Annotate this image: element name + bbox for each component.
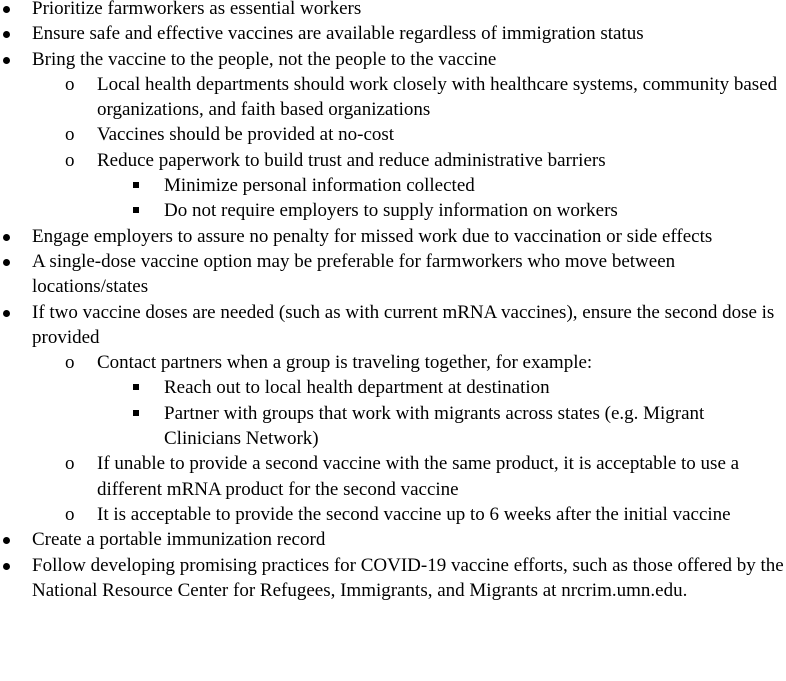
square-bullet-icon xyxy=(133,410,139,416)
sub-list-item xyxy=(0,350,786,375)
bullet-icon xyxy=(3,259,10,266)
sub-list-item xyxy=(0,72,786,123)
list-item-text: It is acceptable to provide the second vaccine up to 6 weeks after the initial vaccine xyxy=(97,503,731,525)
list-item-text: Do not require employers to supply information on workers xyxy=(164,200,618,222)
square-bullet-icon xyxy=(133,384,139,390)
bullet-icon xyxy=(3,537,10,544)
sub-sub-list-item xyxy=(0,375,786,400)
square-bullet-icon xyxy=(133,207,139,213)
square-bullet-icon xyxy=(133,182,139,188)
list-item xyxy=(0,249,786,300)
bullet-icon xyxy=(3,234,10,241)
list-item-text: Reach out to local health department at destination xyxy=(164,377,550,399)
bullet-icon xyxy=(3,563,10,570)
sub-list-item xyxy=(0,451,786,502)
hollow-bullet-icon: o xyxy=(65,124,75,146)
list-item-text: Engage employers to assure no penalty for missed work due to vaccination or side effects xyxy=(32,225,713,247)
list-item xyxy=(0,300,786,351)
list-item-text: Ensure safe and effective vaccines are available regardless of immigration status xyxy=(32,23,644,45)
bullet-icon xyxy=(3,310,10,317)
list-item xyxy=(0,527,786,552)
list-item xyxy=(0,21,786,46)
list-item-text: Partner with groups that work with migrants across states (e.g. Migrant Clinicians Network) xyxy=(164,402,705,450)
hollow-bullet-icon: o xyxy=(65,73,75,95)
list-item-text: Contact partners when a group is traveling together, for example: xyxy=(97,352,593,374)
sub-sub-list-item xyxy=(0,198,786,223)
bullet-icon xyxy=(3,6,10,13)
list-item-text: A single-dose vaccine option may be preferable for farmworkers who move between locations/states xyxy=(32,250,676,298)
list-item-text: Prioritize farmworkers as essential workers xyxy=(32,0,362,19)
list-item-text: Local health departments should work closely with healthcare systems, community based organizations, and faith based organizations xyxy=(97,73,778,121)
list-item-text: If two vaccine doses are needed (such as with current mRNA vaccines), ensure the second dose is provided xyxy=(32,301,775,348)
list-item-text: Bring the vaccine to the people, not the people to the vaccine xyxy=(32,48,497,70)
list-item xyxy=(0,0,786,21)
hollow-bullet-icon: o xyxy=(65,453,75,475)
hollow-bullet-icon: o xyxy=(65,503,75,525)
list-item xyxy=(0,553,786,604)
hollow-bullet-icon: o xyxy=(65,352,75,374)
sub-list-item xyxy=(0,148,786,173)
list-item xyxy=(0,47,786,72)
bullet-icon xyxy=(3,57,10,64)
sub-list-item xyxy=(0,502,786,527)
hollow-bullet-icon: o xyxy=(65,149,75,171)
list-item-text: Follow developing promising practices for COVID-19 vaccine efforts, such as those offered by the National Resource Center for Refugees, Immigrants, and Migrants at nrcrim.umn.edu. xyxy=(32,554,784,601)
list-item-text: If unable to provide a second vaccine with the same product, it is acceptable to use a different mRNA product for the second vaccine xyxy=(97,453,740,500)
sub-sub-list-item xyxy=(0,401,786,452)
bullet-icon xyxy=(3,31,10,38)
list-item-text: Create a portable immunization record xyxy=(32,529,326,551)
sub-list-item xyxy=(0,122,786,147)
list-item-text: Minimize personal information collected xyxy=(164,175,475,197)
sub-sub-list-item xyxy=(0,173,786,198)
list-item-text: Vaccines should be provided at no-cost xyxy=(97,124,395,146)
list-item xyxy=(0,224,786,249)
list-item-text: Reduce paperwork to build trust and reduce administrative barriers xyxy=(97,149,606,171)
